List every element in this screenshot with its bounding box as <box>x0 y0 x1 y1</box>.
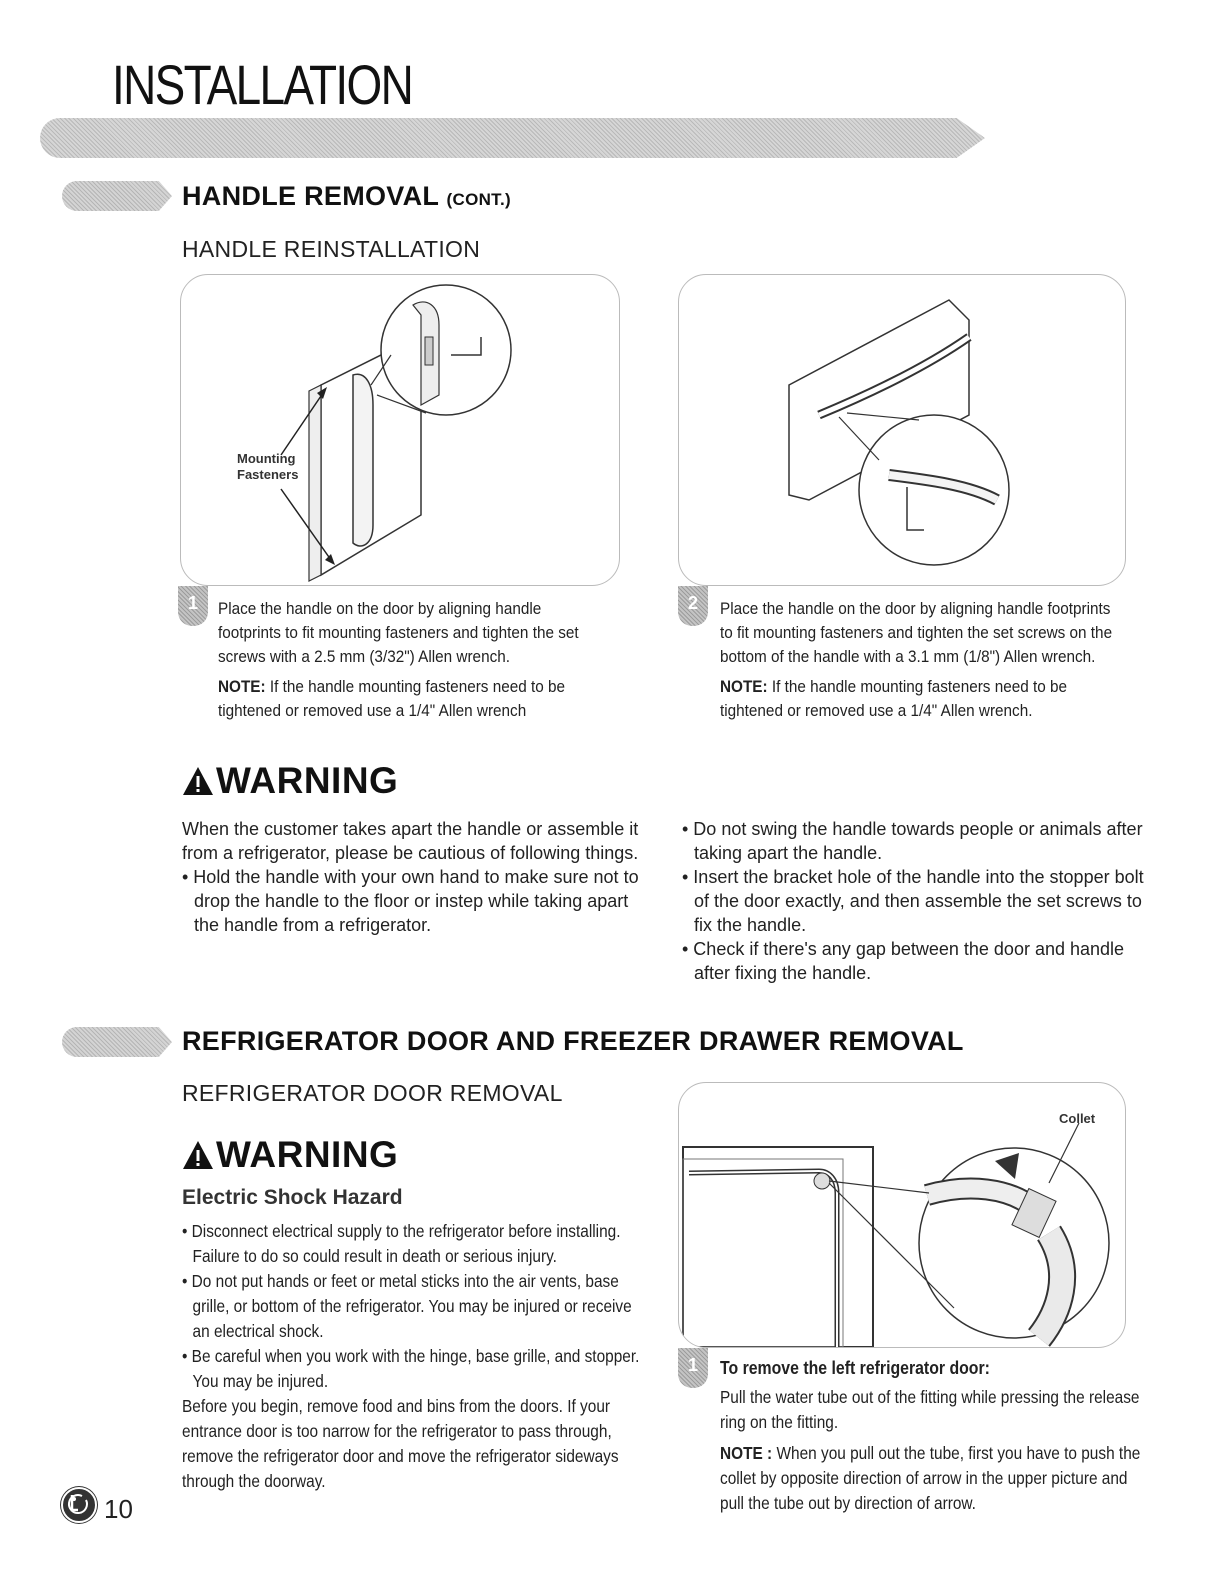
warning-triangle-icon <box>182 766 214 796</box>
note-label: NOTE: <box>720 677 768 696</box>
step-1-note <box>218 675 605 723</box>
note-label: NOTE : <box>720 1443 773 1463</box>
subheading-refrigerator-door-removal: REFRIGERATOR DOOR REMOVAL <box>182 1080 563 1106</box>
step-2-text-block <box>720 597 1121 729</box>
warning-title-text: WARNING <box>216 760 399 801</box>
note-text: If the handle mounting fasteners need to be tightened or removed use a 1/4" Allen wrench <box>218 677 566 720</box>
section-heading-suffix: (CONT.) <box>446 190 511 209</box>
section-heading-handle-removal <box>182 181 511 212</box>
warning-bullet: • Be careful when you work with the hinge, base grille, and stopper. You may be injured. <box>182 1346 640 1391</box>
mounting-fasteners-label <box>237 451 298 483</box>
collet-label: Collet <box>1059 1111 1096 1126</box>
step-1-badge-door: 1 <box>678 1348 708 1388</box>
note-text: If the handle mounting fasteners need to be tightened or removed use a 1/4" Allen wrench. <box>720 677 1068 720</box>
step-2-badge: 2 <box>678 586 708 626</box>
warning-bullet: • Do not put hands or feet or metal sticks into the air vents, base grille, or bottom of the refrigerator. You may be injured or receive an electrical shock. <box>182 1271 632 1341</box>
figure-handle-bottom <box>678 274 1126 586</box>
subheading-handle-reinstallation: HANDLE REINSTALLATION <box>182 236 481 262</box>
door-step-text-block <box>720 1356 1151 1516</box>
note-text: When you pull out the tube, first you have to push the collet by opposite direction of arrow in the upper picture and pull the tube out by direction of arrow. <box>720 1443 1141 1513</box>
note-label: NOTE: <box>218 677 266 696</box>
page-number: 10 <box>104 1494 133 1524</box>
step-1-text: Place the handle on the door by aligning handle footprints to fit mounting fasteners and tighten the set screws with a 2.5 mm (3/32") Allen wrench. <box>218 599 579 666</box>
warning-1-left-column <box>182 817 652 937</box>
warning-title-text: WARNING <box>216 1134 399 1175</box>
warning-bullet: • Hold the handle with your own hand to make sure not to drop the handle to the floor or instep while taking apart the handle from a refrigerator. <box>182 867 639 935</box>
handle-side-illustration <box>181 275 619 585</box>
label-line-1: Mounting <box>237 451 296 466</box>
page-title: INSTALLATION <box>112 53 413 116</box>
step-2-note <box>720 675 1121 723</box>
door-step-title: To remove the left refrigerator door: <box>720 1358 990 1378</box>
warning-paragraph: Before you begin, remove food and bins from the doors. If your entrance door is too narrow for the refrigerator to pass through, remove the refrigerator door and move the refrigerator sideways through the doorway. <box>182 1396 619 1491</box>
label-line-2: Fasteners <box>237 467 299 482</box>
warning-heading-2 <box>182 1134 398 1176</box>
section-marker-icon <box>62 1027 172 1057</box>
warning-bullet: • Disconnect electrical supply to the refrigerator before installing. Failure to do so could result in death or serious injury. <box>182 1221 621 1266</box>
warning-intro: When the customer takes apart the handle or assemble it from a refrigerator, please be cautious of following things. <box>182 819 639 863</box>
warning-bullet: • Check if there's any gap between the door and handle after fixing the handle. <box>682 939 1125 983</box>
figure-handle-side <box>180 274 620 586</box>
electric-shock-hazard-heading: Electric Shock Hazard <box>182 1186 403 1209</box>
figure-water-tube <box>678 1082 1126 1348</box>
handle-bottom-illustration <box>679 275 1125 585</box>
door-step-note <box>720 1441 1151 1516</box>
warning-heading-1 <box>182 760 398 802</box>
section-heading-text: HANDLE REMOVAL <box>182 181 439 211</box>
warning-1-right-column <box>682 817 1162 985</box>
section-marker-icon <box>62 181 172 211</box>
step-2-text: Place the handle on the door by aligning handle footprints to fit mounting fasteners and tighten the set screws on the bottom of the handle with a 3.1 mm (1/8") Allen wrench. <box>720 599 1113 666</box>
warning-2-text-block <box>182 1219 640 1494</box>
lg-logo-icon <box>60 1486 98 1524</box>
warning-bullet: • Do not swing the handle towards people or animals after taking apart the handle. <box>682 819 1143 863</box>
step-1-badge: 1 <box>178 586 208 626</box>
warning-bullet: • Insert the bracket hole of the handle into the stopper bolt of the door exactly, and then assemble the set screws to fix the handle. <box>682 867 1144 935</box>
warning-triangle-icon <box>182 1140 214 1170</box>
door-step-text: Pull the water tube out of the fitting while pressing the release ring on the fitting. <box>720 1387 1140 1432</box>
section-heading-door-removal: REFRIGERATOR DOOR AND FREEZER DRAWER REMOVAL <box>182 1026 964 1056</box>
step-1-text-block <box>218 597 605 729</box>
title-bar-decoration <box>40 118 985 158</box>
